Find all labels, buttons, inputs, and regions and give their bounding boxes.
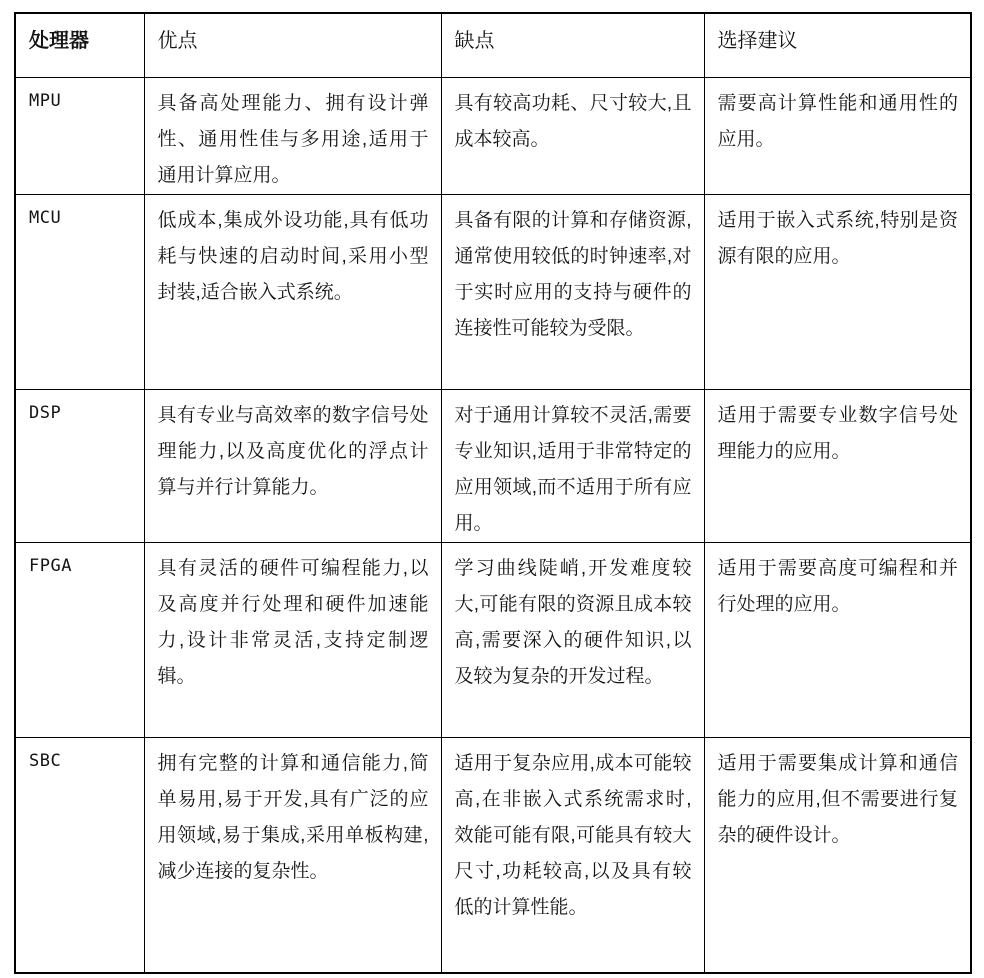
processor-name-cell: FPGA xyxy=(15,542,144,737)
processor-name-cell: DSP xyxy=(15,389,144,542)
cons-cell: 适用于复杂应用,成本可能较高,在非嵌入式系统需求时,效能可能有限,可能具有较大尺寸,功耗较高,以及具有较低的计算性能。 xyxy=(441,737,704,973)
processor-name-cell: SBC xyxy=(15,737,144,973)
table-header-row xyxy=(15,13,971,77)
advice-cell: 适用于嵌入式系统,特别是资源有限的应用。 xyxy=(704,194,971,389)
processor-name-cell: MPU xyxy=(15,77,144,194)
table-row-mpu xyxy=(15,77,971,194)
column-header-pros: 优点 xyxy=(144,13,441,77)
table-row-mcu xyxy=(15,194,971,389)
table-row-dsp xyxy=(15,389,971,542)
advice-cell: 需要高计算性能和通用性的应用。 xyxy=(704,77,971,194)
advice-cell: 适用于需要集成计算和通信能力的应用,但不需要进行复杂的硬件设计。 xyxy=(704,737,971,973)
pros-cell: 低成本,集成外设功能,具有低功耗与快速的启动时间,采用小型封装,适合嵌入式系统。 xyxy=(144,194,441,389)
processor-comparison-table-container xyxy=(14,12,972,974)
cons-cell: 学习曲线陡峭,开发难度较大,可能有限的资源且成本较高,需要深入的硬件知识,以及较为复杂的开发过程。 xyxy=(441,542,704,737)
advice-cell: 适用于需要专业数字信号处理能力的应用。 xyxy=(704,389,971,542)
column-header-cons: 缺点 xyxy=(441,13,704,77)
advice-cell: 适用于需要高度可编程和并行处理的应用。 xyxy=(704,542,971,737)
column-header-processor: 处理器 xyxy=(15,13,144,77)
pros-cell: 具备高处理能力、拥有设计弹性、通用性佳与多用途,适用于通用计算应用。 xyxy=(144,77,441,194)
cons-cell: 具备有限的计算和存储资源,通常使用较低的时钟速率,对于实时应用的支持与硬件的连接性可能较为受限。 xyxy=(441,194,704,389)
pros-cell: 具有专业与高效率的数字信号处理能力,以及高度优化的浮点计算与并行计算能力。 xyxy=(144,389,441,542)
table-row-sbc xyxy=(15,737,971,973)
pros-cell: 具有灵活的硬件可编程能力,以及高度并行处理和硬件加速能力,设计非常灵活,支持定制逻辑。 xyxy=(144,542,441,737)
processor-name-cell: MCU xyxy=(15,194,144,389)
table-row-fpga xyxy=(15,542,971,737)
column-header-advice: 选择建议 xyxy=(704,13,971,77)
pros-cell: 拥有完整的计算和通信能力,简单易用,易于开发,具有广泛的应用领域,易于集成,采用单板构建,减少连接的复杂性。 xyxy=(144,737,441,973)
processor-comparison-table xyxy=(14,12,972,974)
cons-cell: 具有较高功耗、尺寸较大,且成本较高。 xyxy=(441,77,704,194)
cons-cell: 对于通用计算较不灵活,需要专业知识,适用于非常特定的应用领域,而不适用于所有应用。 xyxy=(441,389,704,542)
